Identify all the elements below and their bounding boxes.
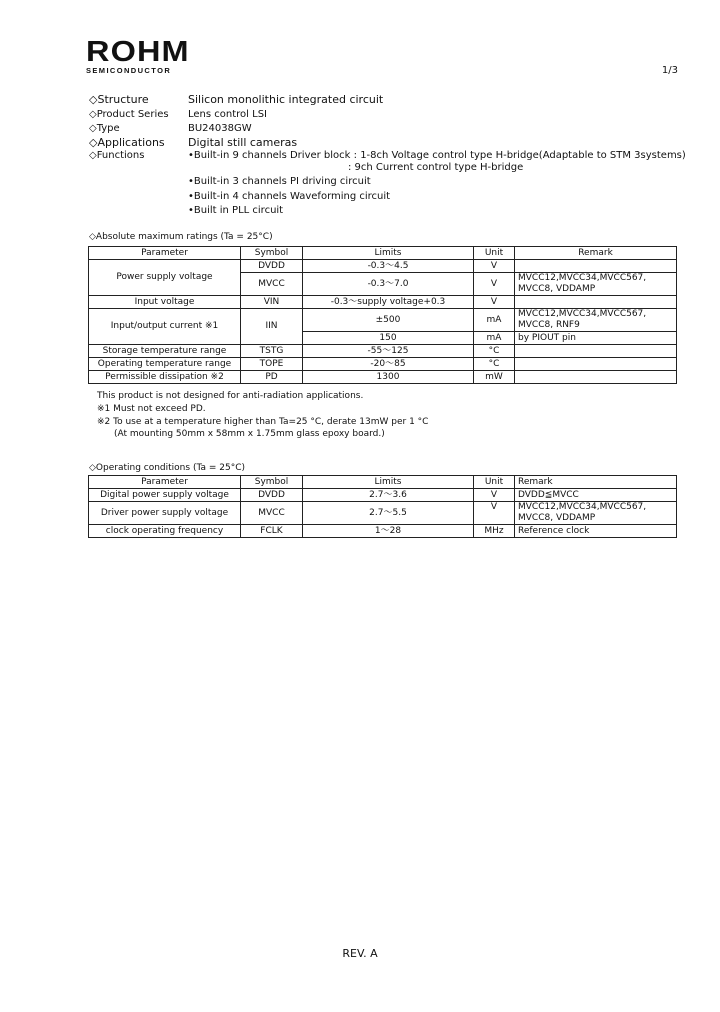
structure-label: ◇Structure	[89, 93, 149, 106]
function-line-1: •Built-in 9 channels Driver block : 1-8ch Voltage control type H-bridge(Adaptable to STM 3systems)	[188, 150, 686, 161]
param-cell: Storage temperature range	[89, 345, 241, 358]
remark-cell: MVCC12,MVCC34,MVCC567, MVCC8, VDDAMP	[515, 502, 677, 525]
unit-cell: V	[474, 502, 515, 525]
op-cond-title: ◇Operating conditions (Ta = 25°C)	[89, 463, 245, 473]
remark-cell	[515, 345, 677, 358]
table-row	[89, 371, 677, 384]
limits-cell: 1300	[303, 371, 474, 384]
unit-cell: MHz	[474, 525, 515, 538]
function-line-4: •Built-in 4 channels Waveforming circuit	[188, 191, 391, 202]
limits-cell: ±500	[303, 309, 474, 332]
param-cell: Permissible dissipation ※2	[89, 371, 241, 384]
unit-cell: °C	[474, 358, 515, 371]
header-cell: Parameter	[89, 476, 241, 489]
unit-cell: mA	[474, 332, 515, 345]
table-row	[89, 525, 677, 538]
unit-cell: mA	[474, 309, 515, 332]
functions-label: ◇Functions	[89, 150, 145, 161]
unit-cell: mW	[474, 371, 515, 384]
type-value: BU24038GW	[188, 123, 252, 134]
unit-cell: V	[474, 273, 515, 296]
header-cell: Remark	[515, 247, 677, 260]
remark-cell	[515, 358, 677, 371]
header-cell: Limits	[303, 476, 474, 489]
rohm-logo: ROHM	[86, 36, 190, 68]
symbol-cell: MVCC	[241, 502, 303, 525]
abs-max-title: ◇Absolute maximum ratings (Ta = 25°C)	[89, 232, 273, 242]
function-line-2: : 9ch Current control type H-bridge	[348, 162, 524, 173]
header-cell: Parameter	[89, 247, 241, 260]
header-cell: Limits	[303, 247, 474, 260]
param-cell: Input/output current ※1	[89, 309, 241, 345]
limits-cell: 150	[303, 332, 474, 345]
abs-max-note: This product is not designed for anti-radiation applications.	[97, 391, 364, 401]
table-row	[89, 489, 677, 502]
header-cell: Unit	[474, 476, 515, 489]
header-cell: Symbol	[241, 247, 303, 260]
series-label: ◇Product Series	[89, 109, 169, 120]
symbol-cell: IIN	[241, 309, 303, 345]
limits-cell: 2.7～3.6	[303, 489, 474, 502]
table-header-row	[89, 247, 677, 260]
symbol-cell: MVCC	[241, 273, 303, 296]
abs-max-note: (At mounting 50mm x 58mm x 1.75mm glass epoxy board.)	[114, 429, 385, 439]
param-cell: Digital power supply voltage	[89, 489, 241, 502]
param-cell: Driver power supply voltage	[89, 502, 241, 525]
remark-cell: DVDD≦MVCC	[515, 489, 677, 502]
symbol-cell: TSTG	[241, 345, 303, 358]
remark-cell	[515, 260, 677, 273]
header-cell: Symbol	[241, 476, 303, 489]
abs-max-note: ※2 To use at a temperature higher than Ta=25 °C, derate 13mW per 1 °C	[97, 417, 429, 427]
table-row	[89, 260, 677, 273]
header-cell: Unit	[474, 247, 515, 260]
remark-cell: MVCC12,MVCC34,MVCC567, MVCC8, VDDAMP	[515, 273, 677, 296]
param-cell: Operating temperature range	[89, 358, 241, 371]
remark-cell: MVCC12,MVCC34,MVCC567, MVCC8, RNF9	[515, 309, 677, 332]
unit-cell: °C	[474, 345, 515, 358]
structure-value: Silicon monolithic integrated circuit	[188, 93, 384, 106]
revision-label: REV. A	[342, 947, 378, 960]
op-cond-table	[88, 475, 677, 538]
limits-cell: -0.3～supply voltage+0.3	[303, 296, 474, 309]
remark-cell: Reference clock	[515, 525, 677, 538]
applications-value: Digital still cameras	[188, 136, 298, 149]
table-row	[89, 358, 677, 371]
table-row	[89, 345, 677, 358]
unit-cell: V	[474, 296, 515, 309]
table-header-row	[89, 476, 677, 489]
page-number: 1/3	[661, 65, 678, 76]
remark-cell	[515, 296, 677, 309]
remark-cell: by PIOUT pin	[515, 332, 677, 345]
param-cell: Power supply voltage	[89, 260, 241, 296]
table-row	[89, 502, 677, 525]
limits-cell: 1～28	[303, 525, 474, 538]
symbol-cell: TOPE	[241, 358, 303, 371]
symbol-cell: DVDD	[241, 489, 303, 502]
symbol-cell: DVDD	[241, 260, 303, 273]
abs-max-note: ※1 Must not exceed PD.	[97, 404, 206, 414]
table-row	[89, 309, 677, 332]
function-line-5: •Built in PLL circuit	[188, 205, 284, 216]
param-cell: Input voltage	[89, 296, 241, 309]
symbol-cell: FCLK	[241, 525, 303, 538]
limits-cell: -20～85	[303, 358, 474, 371]
symbol-cell: PD	[241, 371, 303, 384]
limits-cell: 2.7～5.5	[303, 502, 474, 525]
unit-cell: V	[474, 260, 515, 273]
header-cell: Remark	[515, 476, 677, 489]
limits-cell: -0.3～4.5	[303, 260, 474, 273]
param-cell: clock operating frequency	[89, 525, 241, 538]
type-label: ◇Type	[89, 123, 120, 134]
series-value: Lens control LSI	[188, 109, 267, 120]
symbol-cell: VIN	[241, 296, 303, 309]
table-row	[89, 296, 677, 309]
logo-subtitle: SEMICONDUCTOR	[86, 66, 172, 75]
abs-max-table	[88, 246, 677, 384]
limits-cell: -0.3～7.0	[303, 273, 474, 296]
unit-cell: V	[474, 489, 515, 502]
remark-cell	[515, 371, 677, 384]
limits-cell: -55～125	[303, 345, 474, 358]
function-line-3: •Built-in 3 channels PI driving circuit	[188, 176, 371, 187]
applications-label: ◇Applications	[89, 136, 165, 149]
